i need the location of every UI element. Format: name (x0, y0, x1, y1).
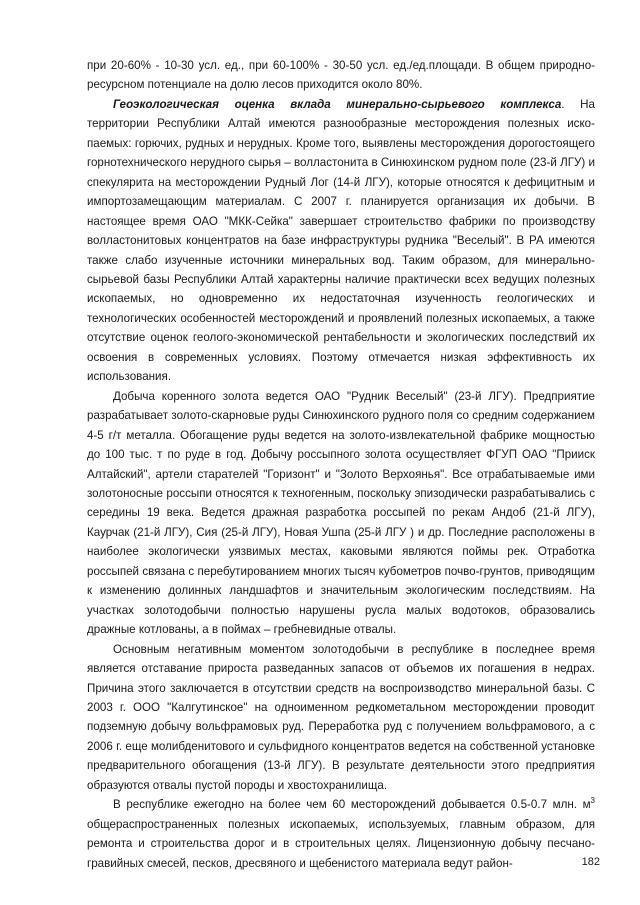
paragraph-mineral-complex-assessment (87, 95, 595, 387)
paragraph-text: при 20-60% - 10-30 усл. ед., при 60-100% - 30-50 усл. ед./ед.площади. В общем природно-ресурсном потенциале на долю лесов приходится около 80%. (87, 59, 595, 92)
paragraph-text-continued: общераспространенных полезных ископаемых, используемых, главным образом, для ремонта и строительства дорог и в строительных целях. Лицензионную добычу песчано-гравийных смесей, песков, дресвяного и щебенистого материала ведут район- (87, 817, 595, 870)
paragraph-text: Добыча коренного золота ведется ОАО "Рудник Веселый" (23-й ЛГУ). Предприятие разрабатывает золото-скарновые руды Синюхинского рудного поля со средним содержанием 4-5 г/т металла. Обогащение руды ведется на золото-извлекательной фабрике мощностью до 100 тыс. т по руде в год. Добычу россыпного золота осуществляет ФГУП ОАО "Прииск Алтайский", артели старателей "Горизонт" и "Золото Верхоянья". Все отрабатываемые ими золотоносные россыпи относятся к техногенным, поскольку эпизодически разрабатывались с середины 19 века. Ведется дражная разработка россыпей по рекам Андоб (21-й ЛГУ), Каурчак (21-й ЛГУ), Сия (25-й ЛГУ), Новая Ушпа (25-й ЛГУ ) и др. Последние расположены в наиболее экологически уязвимых местах, каковыми являются поймы рек. Отработка россыпей связана с перебутированием многих тысяч кубометров почво-грунтов, приводящим к изменению долинных ландшафтов и значительным экологическим последствиям. На участках золотодобычи полностью нарушены русла малых водотоков, образовались дражные котлованы, а в поймах – гребневидные отвалы. (87, 389, 595, 637)
section-lead-title: Геоэкологическая оценка вклада минерально-сырьевого комплекса (113, 97, 562, 111)
paragraph-natural-resource-potential (87, 56, 595, 95)
document-body (87, 56, 595, 873)
paragraph-common-minerals (87, 795, 595, 873)
paragraph-gold-mining-negatives (87, 640, 595, 796)
paragraph-text: Основным негативным моментом золотодобычи в республике в последнее время является отставание прироста разведанных запасов от объемов их погашения в недрах. Причина этого заключается в отсутствии средств на воспроизводство минеральной базы. С 2003 г. ООО "Калгутинское" на одноименном редкометальном месторождении проводит подземную добычу вольфрамовых руд. Переработка руд с получением вольфрамового, а с 2006 г. еще молибденитового и сульфидного концентратов ведется на собственной установке предварительного обогащения (13-й ЛГУ). В результате деятельности этого предприятия образуются отвалы пустой породы и хвостохранилища. (87, 642, 595, 792)
unit-superscript: 3 (590, 796, 595, 806)
paragraph-text: . На территории Республики Алтай имеются разнообразные месторождения полезных ископаемых: горючих, рудных и нерудных. Кроме того, выявлены месторождения дорогостоящего горнотехнического нерудного сырья – волластонита в Синюхинском рудном поле (23-й ЛГУ) и спекулярита на месторождении Рудный Лог (14-й ЛГУ), которые относятся к дефицитным и импортозамещающим материалам. С 2007 г. планируется организация их добычи. В настоящее время ОАО "МКК-Сейка" завершает строительство фабрики по производству волластонитовых концентратов на базе инфраструктуры рудника "Веселый". В РА имеются также слабо изученные источники минеральных вод. Таким образом, для минерально-сырьевой базы Республики Алтай характерны наличие практически всех ведущих полезных ископаемых, но одновременно их недостаточная изученность геологических и технологических особенностей месторождений и проявлений полезных ископаемых, а также отсутствие оценок геолого-экономической рентабельности и экологических последствий их освоения в современных условиях. Поэтому отмечается низкая эффективность их использования. (87, 97, 595, 384)
page-number: 182 (581, 856, 600, 868)
paragraph-gold-mining (87, 387, 595, 640)
paragraph-text: В республике ежегодно на более чем 60 месторождений добывается 0.5-0.7 млн. м (113, 798, 591, 812)
